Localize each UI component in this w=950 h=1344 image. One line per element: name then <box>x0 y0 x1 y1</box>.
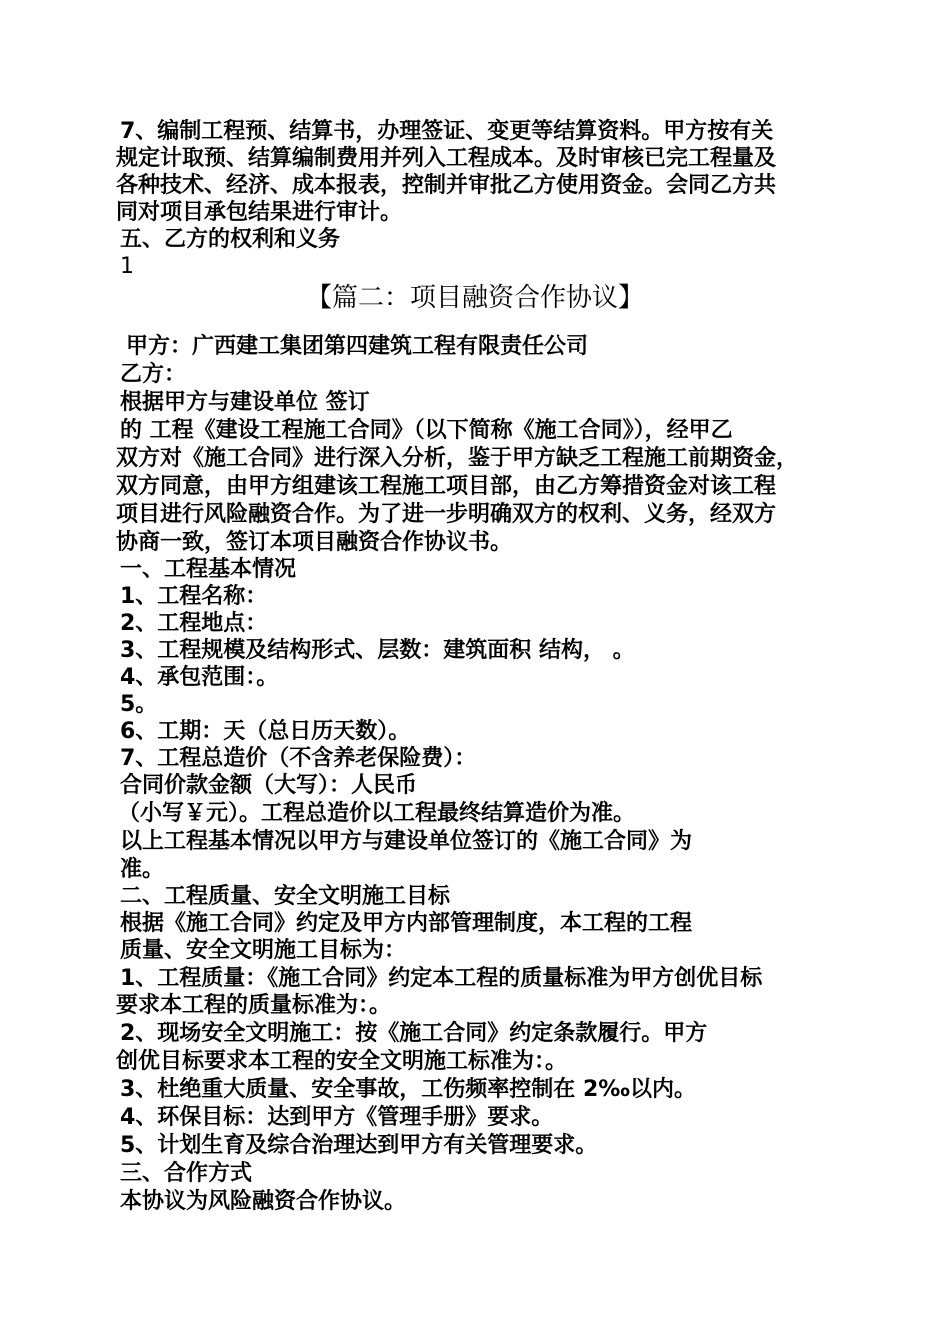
text-line: 2、工程地点： <box>120 611 268 636</box>
section-heading: 【篇二：项目融资合作协议】 <box>305 283 644 313</box>
page-number: 1 <box>120 254 134 279</box>
text-line: 要求本工程的质量标准为：。 <box>116 993 392 1018</box>
text-line: 3、杜绝重大质量、安全事故，工伤频率控制在 2‰以内。 <box>120 1077 696 1102</box>
text-line: 5、计划生育及综合治理达到甲方有关管理要求。 <box>120 1133 598 1158</box>
text-line: 准。 <box>120 857 165 882</box>
text-line: 的 工程《建设工程施工合同》（以下简称《施工合同》），经甲乙 <box>120 418 733 443</box>
text-line: 5。 <box>120 692 158 717</box>
text-line: （小写￥元）。工程总造价以工程最终结算造价为准。 <box>118 801 636 826</box>
text-line: 7、编制工程预、结算书，办理签证、变更等结算资料。甲方按有关 <box>120 119 774 144</box>
section-title: 三、合作方式 <box>120 1161 253 1186</box>
text-line: 甲方：广西建工集团第四建筑工程有限责任公司 <box>126 334 589 359</box>
text-line: 各种技术、经济、成本报表，控制并审批乙方使用资金。会同乙方共 <box>116 173 777 198</box>
text-line: 4、承包范围：。 <box>120 665 279 690</box>
section-title: 一、工程基本情况 <box>120 557 297 582</box>
text-line: 本协议为风险融资合作协议。 <box>120 1189 407 1214</box>
text-line: 合同价款金额（大写）：人民币 <box>120 773 418 798</box>
text-line: 双方对《施工合同》进行深入分析，鉴于甲方缺乏工程施工前期资金， <box>116 446 799 471</box>
text-line: 根据《施工合同》约定及甲方内部管理制度，本工程的工程 <box>120 911 693 936</box>
text-line: 7、工程总造价（不含养老保险费）： <box>120 746 477 771</box>
text-line: 根据甲方与建设单位 签订 <box>120 390 370 415</box>
text-line: 乙方： <box>120 362 187 387</box>
text-line: 质量、安全文明施工目标为： <box>120 938 407 963</box>
text-line: 6、工期：天（总日历天数）。 <box>120 719 411 744</box>
text-line: 2、现场安全文明施工：按《施工合同》约定条款履行。甲方 <box>120 1021 708 1046</box>
text-line: 规定计取预、结算编制费用并列入工程成本。及时审核已完工程量及 <box>116 146 777 171</box>
text-line: 以上工程基本情况以甲方与建设单位签订的《施工合同》为 <box>120 829 693 854</box>
text-line: 3、工程规模及结构形式、层数：建筑面积 结构， 。 <box>120 638 635 663</box>
text-line: 项目进行风险融资合作。为了进一步明确双方的权利、义务，经双方 <box>116 502 777 527</box>
text-line: 协商一致，签订本项目融资合作协议书。 <box>116 530 513 555</box>
section-title: 二、工程质量、安全文明施工目标 <box>120 884 451 909</box>
text-line: 4、环保目标：达到甲方《管理手册》要求。 <box>120 1105 554 1130</box>
text-line: 1、工程质量：《施工合同》约定本工程的质量标准为甲方创优目标 <box>120 966 763 991</box>
section-title: 五、乙方的权利和义务 <box>120 227 341 252</box>
text-line: 同对项目承包结果进行审计。 <box>116 200 403 225</box>
text-line: 创优目标要求本工程的安全文明施工标准为：。 <box>116 1049 568 1074</box>
text-line: 1、工程名称： <box>120 584 268 609</box>
text-line: 双方同意，由甲方组建该工程施工项目部，由乙方筹措资金对该工程 <box>116 474 777 499</box>
